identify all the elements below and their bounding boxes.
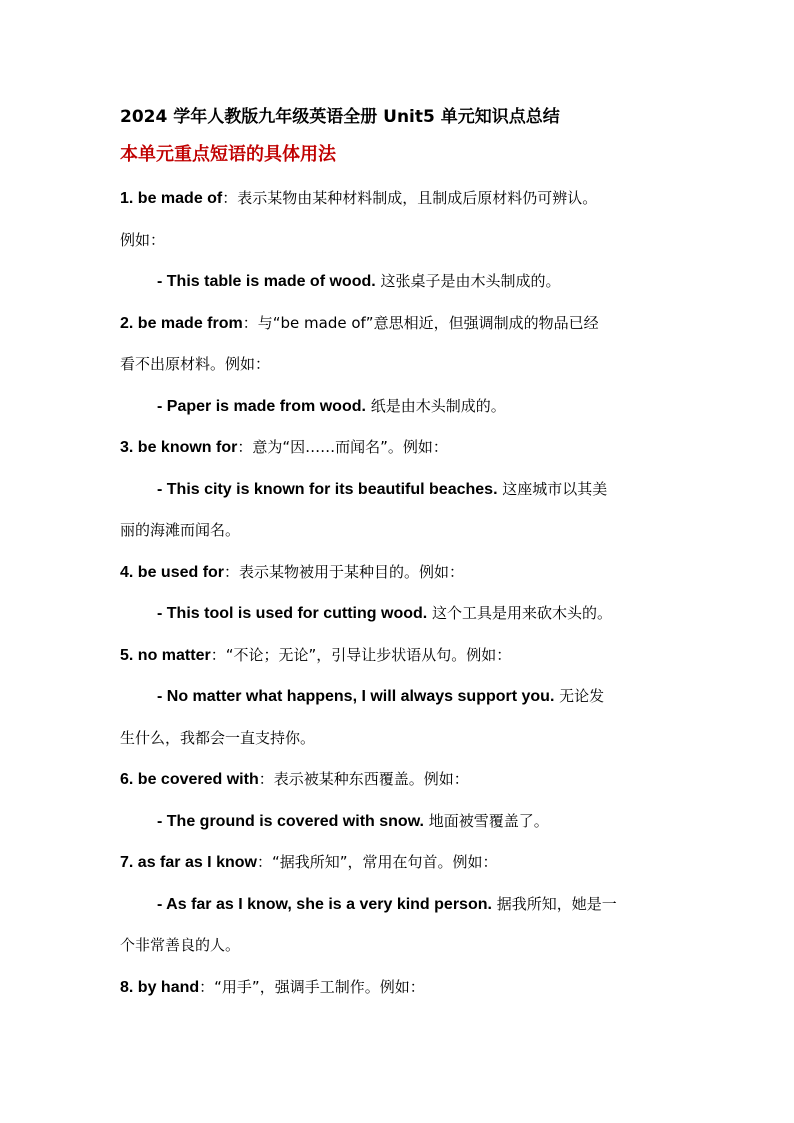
example-sentence bbox=[120, 469, 680, 552]
example-chinese: 据我所知，她是一 bbox=[491, 894, 617, 913]
phrase-entry bbox=[120, 303, 680, 428]
phrase-description: “不论；无论”，引导让步状语从句。例如： bbox=[225, 645, 512, 664]
phrase-entry bbox=[120, 427, 680, 552]
phrase-entry bbox=[120, 635, 680, 760]
phrase-entry bbox=[120, 178, 680, 303]
phrase-entry bbox=[120, 552, 680, 635]
phrase-term bbox=[120, 564, 224, 581]
document-page bbox=[120, 104, 680, 1008]
phrase-description: “用手”，强调手工制作。例如： bbox=[214, 977, 425, 996]
phrase-description-continued: 看不出原材料。例如： bbox=[120, 355, 271, 373]
phrase-separator: ： bbox=[210, 645, 226, 664]
phrase-separator: ： bbox=[242, 313, 258, 332]
phrase-separator: ： bbox=[256, 853, 272, 871]
example-chinese: 这座城市以其美 bbox=[497, 479, 608, 498]
phrase-description-continued: 例如： bbox=[120, 230, 166, 249]
example-chinese: 纸是由木头制成的。 bbox=[365, 396, 506, 415]
example-english: - This city is known for its beautiful beaches. bbox=[157, 480, 498, 498]
phrase-description: 表示被某种东西覆盖。例如： bbox=[273, 770, 469, 788]
example-chinese: 地面被雪覆盖了。 bbox=[423, 811, 549, 830]
phrase-definition bbox=[120, 967, 680, 1009]
phrase-text: be used for bbox=[137, 563, 225, 581]
phrase-entry bbox=[120, 759, 680, 842]
phrase-term bbox=[120, 439, 237, 456]
example-chinese-continued: 丽的海滩而闻名。 bbox=[120, 521, 241, 539]
phrase-list bbox=[120, 178, 680, 1008]
phrase-separator: ： bbox=[224, 562, 240, 581]
example-sentence bbox=[120, 884, 680, 967]
phrase-number: 4. bbox=[120, 563, 134, 581]
phrase-number: 1. bbox=[120, 190, 134, 207]
phrase-definition bbox=[120, 178, 680, 220]
phrase-text: by hand bbox=[137, 978, 200, 996]
phrase-description: 意为“因……而闻名”。例如： bbox=[252, 438, 448, 456]
phrase-definition bbox=[120, 427, 680, 469]
phrase-text: be made from bbox=[137, 314, 243, 332]
example-english: - As far as I know, she is a very kind person. bbox=[157, 895, 492, 913]
example-chinese: 这个工具是用来砍木头的。 bbox=[427, 604, 612, 622]
phrase-number: 2. bbox=[120, 314, 134, 332]
phrase-entry bbox=[120, 842, 680, 967]
phrase-number: 3. bbox=[120, 439, 134, 456]
example-english: - The ground is covered with snow. bbox=[157, 812, 424, 830]
phrase-text: as far as I know bbox=[137, 854, 257, 871]
phrase-definition bbox=[120, 842, 680, 884]
phrase-number: 7. bbox=[120, 854, 134, 871]
phrase-number: 8. bbox=[120, 978, 134, 996]
phrase-separator: ： bbox=[222, 189, 238, 207]
phrase-text: be covered with bbox=[137, 771, 259, 788]
example-chinese: 这张桌子是由木头制成的。 bbox=[375, 272, 561, 290]
phrase-term bbox=[120, 979, 199, 996]
phrase-separator: ： bbox=[199, 977, 215, 996]
phrase-text: no matter bbox=[137, 646, 211, 664]
phrase-description: 表示某物由某种材料制成，且制成后原材料仍可辨认。 bbox=[237, 189, 598, 207]
phrase-definition bbox=[120, 303, 680, 345]
example-sentence bbox=[120, 593, 680, 635]
example-english: - Paper is made from wood. bbox=[157, 397, 366, 415]
phrase-definition bbox=[120, 759, 680, 801]
document-title: 2024 学年人教版九年级英语全册 Unit5 单元知识点总结 bbox=[120, 107, 560, 127]
section-heading: 本单元重点短语的具体用法 bbox=[120, 144, 336, 165]
example-chinese: 无论发 bbox=[554, 687, 605, 705]
example-sentence bbox=[120, 801, 680, 843]
phrase-term bbox=[120, 854, 257, 871]
phrase-text: be known for bbox=[137, 439, 238, 456]
example-english: - No matter what happens, I will always support you. bbox=[157, 688, 555, 705]
example-sentence bbox=[120, 676, 680, 759]
example-chinese-continued: 生什么，我都会一直支持你。 bbox=[120, 728, 316, 747]
phrase-description: 与“be made of”意思相近，但强调制成的物品已经 bbox=[257, 313, 599, 332]
phrase-term bbox=[120, 315, 243, 332]
example-sentence bbox=[120, 261, 680, 303]
example-english: - This tool is used for cutting wood. bbox=[157, 605, 428, 622]
phrase-term bbox=[120, 647, 211, 664]
phrase-term bbox=[120, 771, 259, 788]
example-chinese-continued: 个非常善良的人。 bbox=[120, 936, 241, 954]
example-sentence bbox=[120, 386, 680, 428]
phrase-term bbox=[120, 190, 222, 207]
phrase-separator: ： bbox=[237, 438, 253, 456]
phrase-separator: ： bbox=[258, 770, 274, 788]
phrase-entry bbox=[120, 967, 680, 1009]
phrase-number: 5. bbox=[120, 646, 134, 664]
example-english: - This table is made of wood. bbox=[157, 273, 376, 290]
phrase-description: “据我所知”，常用在句首。例如： bbox=[271, 853, 498, 871]
phrase-number: 6. bbox=[120, 771, 134, 788]
phrase-definition bbox=[120, 635, 680, 677]
phrase-description: 表示某物被用于某种目的。例如： bbox=[239, 562, 465, 581]
phrase-text: be made of bbox=[137, 190, 223, 207]
phrase-definition bbox=[120, 552, 680, 594]
